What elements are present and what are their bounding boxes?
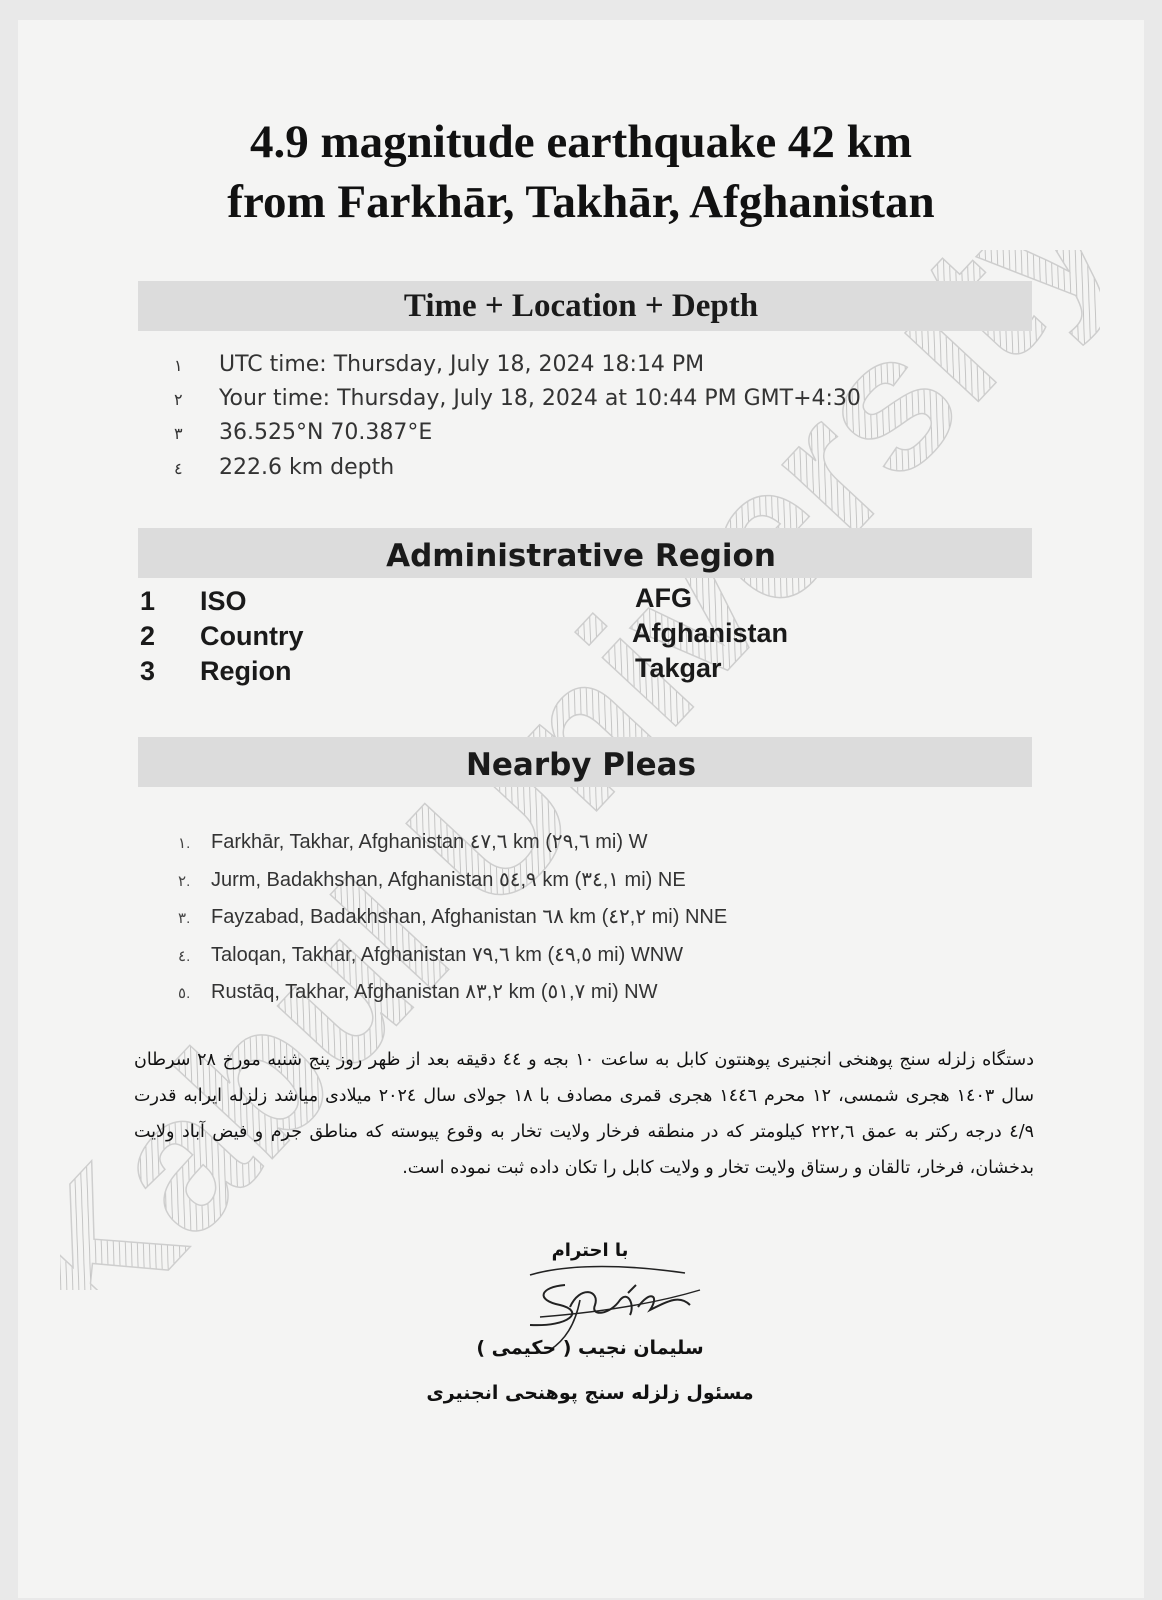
admin-value-region: Takgar bbox=[635, 653, 722, 683]
nearby-item-num: ٢. bbox=[178, 873, 191, 890]
nearby-item-num: ٤. bbox=[178, 948, 191, 965]
time-item-num: ١ bbox=[174, 358, 183, 375]
nearby-item-num: ٥. bbox=[178, 985, 191, 1002]
nearby-item: Taloqan, Takhar, Afghanistan ٧٩,٦ km (٤٩,٥ mi) WNW bbox=[211, 944, 684, 966]
section-heading-nearby: Nearby Pleas bbox=[465, 747, 697, 783]
time-item-local: Your time: Thursday, July 18, 2024 at 10:44 PM GMT+4:30 bbox=[219, 386, 861, 411]
document-title-line2: from Farkhār, Takhār, Afghanistan bbox=[227, 176, 935, 228]
farsi-paragraph: دستگاه زلزله سنج پوهنخی انجنیری پوهنتون کابل به ساعت ۱۰ بجه و ٤٤ دقیقه بعد از ظهر روز پنج شنبه مورخ ۲۸ سرطان سال ۱٤۰۳ هجری شمسی، ۱۲ محرم ۱٤٤٦ هجری قمری مصادف با ۱۸ جولای سال ۲۰۲٤ میلادی میاشد زلزله ایرابه قدرت ٤/۹ درجه رکتر به عمق ۲۲۲,٦ کیلومتر که در منطقه فرخار ولایت تخار به وقوع پیوسته که مناطق جرم و فیض آباد ولایت بدخشان، فرخار، تالقان و رستاق ولایت تخار و ولایت کابل را تکان داده ثبت نموده است. bbox=[134, 1050, 1034, 1178]
admin-row-num: 1 bbox=[140, 586, 156, 616]
admin-value-country: Afghanistan bbox=[632, 618, 789, 648]
admin-label-iso: ISO bbox=[200, 586, 247, 616]
nearby-item-num: ٣. bbox=[178, 910, 191, 927]
document-page bbox=[18, 20, 1144, 1598]
time-item-num: ٤ bbox=[174, 461, 183, 478]
closing-regards: با احترام bbox=[551, 1240, 629, 1261]
time-item-num: ٣ bbox=[174, 426, 183, 443]
document-title-line1: 4.9 magnitude earthquake 42 km bbox=[250, 116, 912, 168]
nearby-item: Fayzabad, Badakhshan, Afghanistan ٦٨ km (٤٢,٢ mi) NNE bbox=[211, 906, 728, 928]
time-item-num: ٢ bbox=[174, 392, 183, 409]
watermark-text: Kabul University bbox=[60, 250, 1100, 1290]
nearby-item: Jurm, Badakhshan, Afghanistan ٥٤,٩ km (٣٤,١ mi) NE bbox=[211, 869, 686, 891]
admin-label-region: Region bbox=[200, 656, 292, 686]
admin-label-country: Country bbox=[200, 621, 304, 651]
section-heading-time: Time + Location + Depth bbox=[403, 288, 759, 324]
signer-position: مسئول زلزله سنج پوهنحی انجنیری bbox=[426, 1382, 754, 1404]
signer-name: سلیمان نجیب ( حکیمی ) bbox=[476, 1337, 704, 1359]
nearby-item-num: ١. bbox=[178, 835, 191, 852]
time-item-depth: 222.6 km depth bbox=[219, 455, 395, 480]
admin-value-iso: AFG bbox=[635, 583, 692, 613]
time-item-coordinates: 36.525°N 70.387°E bbox=[219, 420, 433, 445]
nearby-item: Rustāq, Takhar, Afghanistan ٨٣,٢ km (٥١,٧ mi) NW bbox=[211, 981, 658, 1003]
nearby-item: Farkhār, Takhar, Afghanistan ٤٧,٦ km (٢٩,٦ mi) W bbox=[211, 831, 648, 853]
time-item-utc: UTC time: Thursday, July 18, 2024 18:14 PM bbox=[219, 352, 705, 377]
admin-row-num: 2 bbox=[140, 621, 156, 651]
admin-row-num: 3 bbox=[140, 656, 156, 686]
section-heading-admin: Administrative Region bbox=[386, 538, 776, 574]
